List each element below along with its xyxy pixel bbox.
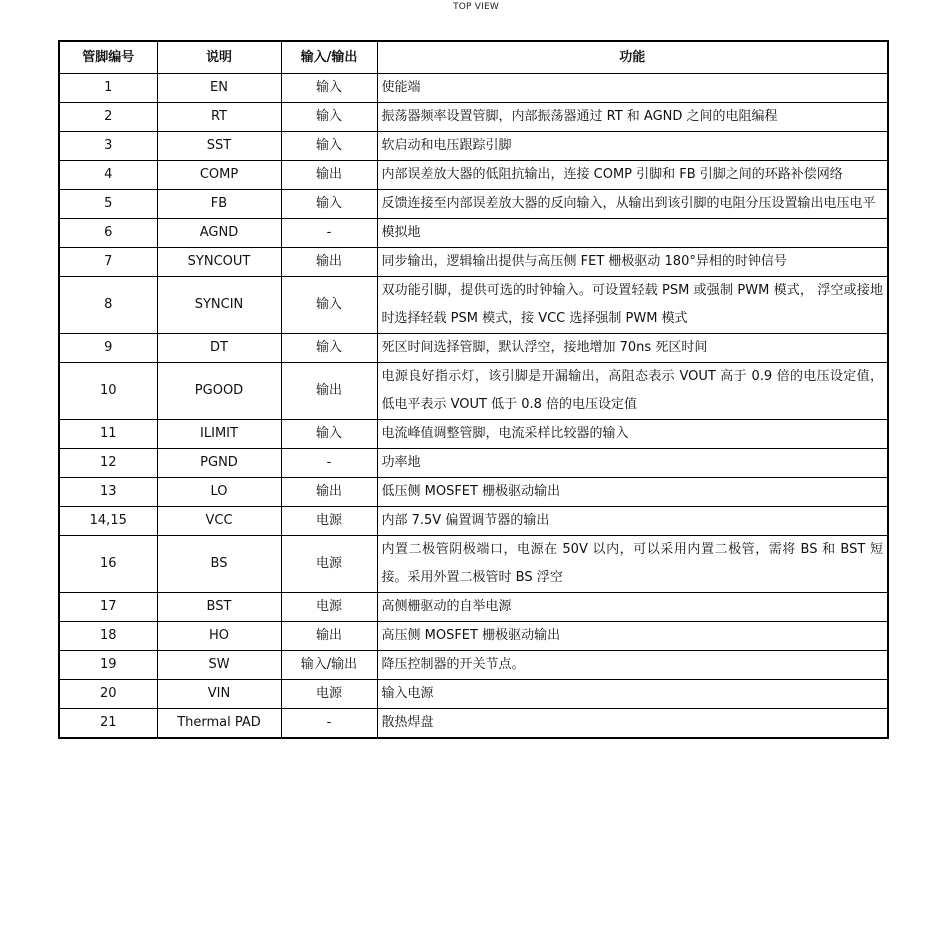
table-row xyxy=(59,478,888,507)
header-pin-number: 管脚编号 xyxy=(59,41,157,74)
pin-number-cell: 5 xyxy=(59,190,157,219)
pin-function-cell: 内部误差放大器的低阻抗输出，连接 COMP 引脚和 FB 引脚之间的环路补偿网络 xyxy=(377,161,888,190)
table-row xyxy=(59,622,888,651)
pin-name-cell: BST xyxy=(157,593,281,622)
pin-function-cell: 降压控制器的开关节点。 xyxy=(377,651,888,680)
pin-io-cell: 电源 xyxy=(281,593,377,622)
pin-name-cell: SW xyxy=(157,651,281,680)
pin-io-cell: 输入 xyxy=(281,74,377,103)
table-row xyxy=(59,132,888,161)
pin-number-cell: 12 xyxy=(59,449,157,478)
pin-name-cell: SYNCOUT xyxy=(157,248,281,277)
pin-function-table xyxy=(58,40,889,739)
pin-io-cell: 输出 xyxy=(281,622,377,651)
pin-name-cell: ILIMIT xyxy=(157,420,281,449)
pin-number-cell: 21 xyxy=(59,709,157,739)
table-row xyxy=(59,74,888,103)
pin-function-cell: 高侧栅驱动的自举电源 xyxy=(377,593,888,622)
pin-io-cell: - xyxy=(281,449,377,478)
table-row xyxy=(59,420,888,449)
pin-function-cell: 使能端 xyxy=(377,74,888,103)
pin-io-cell: 输出 xyxy=(281,478,377,507)
pin-name-cell: Thermal PAD xyxy=(157,709,281,739)
pin-number-cell: 16 xyxy=(59,536,157,593)
pin-name-cell: RT xyxy=(157,103,281,132)
table-row xyxy=(59,536,888,593)
pin-name-cell: COMP xyxy=(157,161,281,190)
top-view-caption: TOP VIEW xyxy=(453,2,499,12)
pin-function-cell: 输入电源 xyxy=(377,680,888,709)
pin-number-cell: 13 xyxy=(59,478,157,507)
table-row xyxy=(59,334,888,363)
pin-name-cell: BS xyxy=(157,536,281,593)
pin-io-cell: - xyxy=(281,709,377,739)
table-row xyxy=(59,248,888,277)
pin-function-cell: 同步输出，逻辑输出提供与高压侧 FET 栅极驱动 180°异相的时钟信号 xyxy=(377,248,888,277)
pin-number-cell: 10 xyxy=(59,363,157,420)
table-row xyxy=(59,363,888,420)
pin-number-cell: 18 xyxy=(59,622,157,651)
table-header-row xyxy=(59,41,888,74)
pin-io-cell: 输入 xyxy=(281,420,377,449)
pin-io-cell: 电源 xyxy=(281,680,377,709)
table-row xyxy=(59,449,888,478)
pin-function-cell: 死区时间选择管脚，默认浮空，接地增加 70ns 死区时间 xyxy=(377,334,888,363)
pin-function-cell: 内置二极管阴极端口，电源在 50V 以内，可以采用内置二极管，需将 BS 和 BST 短接。采用外置二极管时 BS 浮空 xyxy=(377,536,888,593)
pin-name-cell: LO xyxy=(157,478,281,507)
pin-function-cell: 低压侧 MOSFET 栅极驱动输出 xyxy=(377,478,888,507)
pin-number-cell: 17 xyxy=(59,593,157,622)
pin-name-cell: FB xyxy=(157,190,281,219)
pin-function-cell: 内部 7.5V 偏置调节器的输出 xyxy=(377,507,888,536)
pin-number-cell: 9 xyxy=(59,334,157,363)
pin-function-cell: 电源良好指示灯，该引脚是开漏输出，高阻态表示 VOUT 高于 0.9 倍的电压设定值，低电平表示 VOUT 低于 0.8 倍的电压设定值 xyxy=(377,363,888,420)
pin-function-cell: 电流峰值调整管脚，电流采样比较器的输入 xyxy=(377,420,888,449)
pin-number-cell: 4 xyxy=(59,161,157,190)
header-function: 功能 xyxy=(377,41,888,74)
pin-name-cell: HO xyxy=(157,622,281,651)
pin-io-cell: 输入 xyxy=(281,277,377,334)
pin-io-cell: 输入/输出 xyxy=(281,651,377,680)
table-row xyxy=(59,651,888,680)
pin-number-cell: 8 xyxy=(59,277,157,334)
pin-io-cell: 输出 xyxy=(281,363,377,420)
pin-name-cell: PGND xyxy=(157,449,281,478)
table-row xyxy=(59,680,888,709)
table-row xyxy=(59,103,888,132)
pin-io-cell: 输入 xyxy=(281,103,377,132)
table-row xyxy=(59,219,888,248)
pin-io-cell: 电源 xyxy=(281,507,377,536)
pin-function-cell: 反馈连接至内部误差放大器的反向输入，从输出到该引脚的电阻分压设置输出电压电平 xyxy=(377,190,888,219)
table-body xyxy=(59,74,888,739)
pin-io-cell: 电源 xyxy=(281,536,377,593)
table-row xyxy=(59,709,888,739)
pin-io-cell: 输出 xyxy=(281,161,377,190)
pin-name-cell: AGND xyxy=(157,219,281,248)
pin-io-cell: 输出 xyxy=(281,248,377,277)
pin-function-cell: 散热焊盘 xyxy=(377,709,888,739)
pin-name-cell: VCC xyxy=(157,507,281,536)
table-row xyxy=(59,593,888,622)
table-row xyxy=(59,161,888,190)
pin-number-cell: 6 xyxy=(59,219,157,248)
pin-name-cell: SYNCIN xyxy=(157,277,281,334)
table-row xyxy=(59,190,888,219)
header-description: 说明 xyxy=(157,41,281,74)
pin-io-cell: 输入 xyxy=(281,190,377,219)
pin-io-cell: 输入 xyxy=(281,132,377,161)
pin-name-cell: DT xyxy=(157,334,281,363)
table-row xyxy=(59,507,888,536)
pin-number-cell: 1 xyxy=(59,74,157,103)
pin-name-cell: SST xyxy=(157,132,281,161)
pin-number-cell: 7 xyxy=(59,248,157,277)
pin-number-cell: 3 xyxy=(59,132,157,161)
pin-function-cell: 双功能引脚，提供可选的时钟输入。可设置轻载 PSM 或强制 PWM 模式， 浮空或接地时选择轻载 PSM 模式，接 VCC 选择强制 PWM 模式 xyxy=(377,277,888,334)
pin-number-cell: 11 xyxy=(59,420,157,449)
pin-name-cell: EN xyxy=(157,74,281,103)
pin-io-cell: 输入 xyxy=(281,334,377,363)
pin-function-cell: 振荡器频率设置管脚，内部振荡器通过 RT 和 AGND 之间的电阻编程 xyxy=(377,103,888,132)
pin-function-cell: 功率地 xyxy=(377,449,888,478)
table-row xyxy=(59,277,888,334)
pin-io-cell: - xyxy=(281,219,377,248)
pin-function-cell: 高压侧 MOSFET 栅极驱动输出 xyxy=(377,622,888,651)
pin-number-cell: 20 xyxy=(59,680,157,709)
pin-number-cell: 2 xyxy=(59,103,157,132)
pin-number-cell: 19 xyxy=(59,651,157,680)
pin-name-cell: PGOOD xyxy=(157,363,281,420)
pin-function-cell: 模拟地 xyxy=(377,219,888,248)
header-io: 输入/输出 xyxy=(281,41,377,74)
pin-number-cell: 14,15 xyxy=(59,507,157,536)
pin-function-cell: 软启动和电压跟踪引脚 xyxy=(377,132,888,161)
pin-name-cell: VIN xyxy=(157,680,281,709)
